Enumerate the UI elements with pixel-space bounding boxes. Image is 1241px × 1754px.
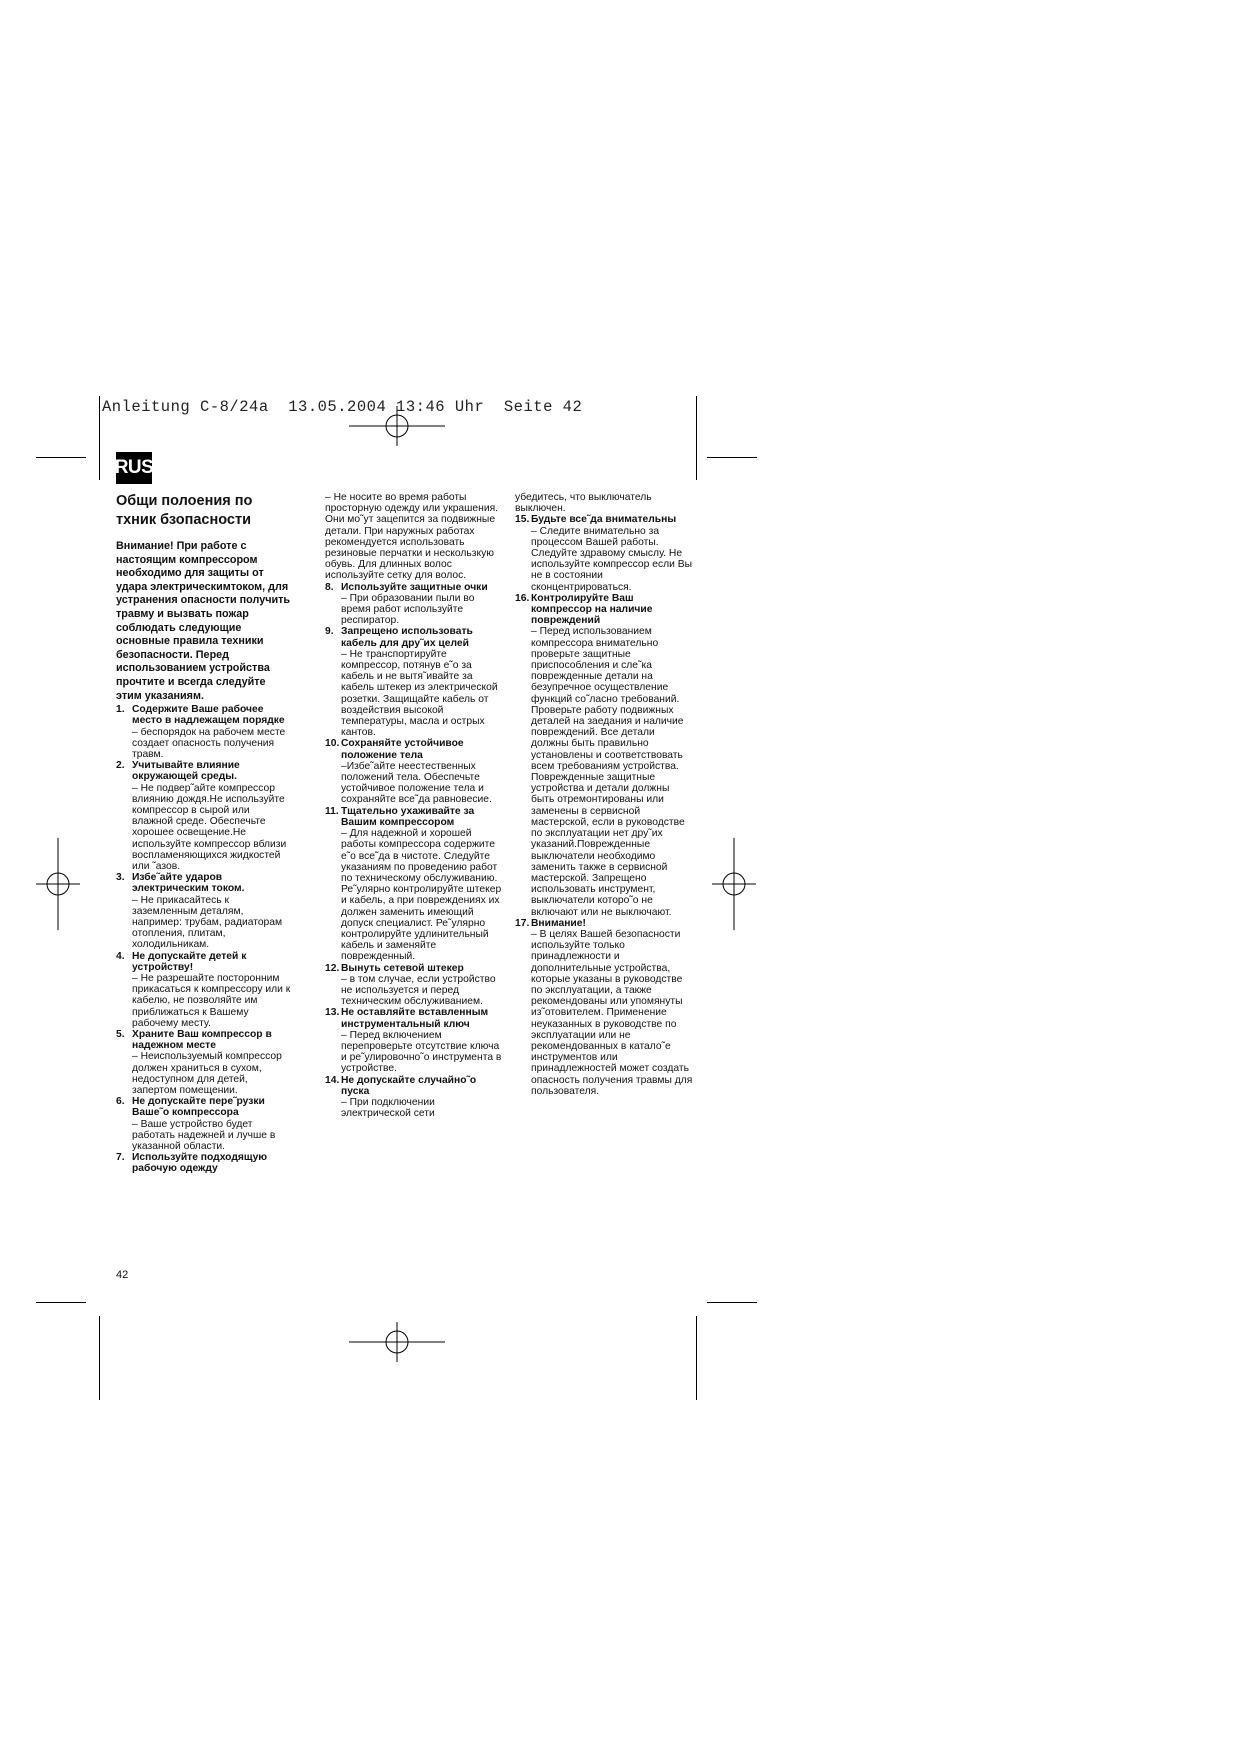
rule-heading: Используйте подходящую рабочую одежду [132,1152,268,1175]
rule-text: – в том случае, если устройство не используется и перед техническим обслуживанием. [341,973,496,1008]
rule-number: 7. [116,1152,125,1164]
rule-heading: Запрещено использовать кабель для дру˜их целей [341,626,473,649]
crop-mark [99,396,100,480]
rule-heading: Не допускайте пере˜рузки Ваше˜о компрессора [132,1096,265,1119]
rule-heading: Контролируйте Ваш компрессор на наличие повреждений [531,592,653,627]
crop-mark [707,1302,757,1303]
safety-rule-item [515,514,695,592]
safety-warning-intro: Внимание! При работе с настоящим компрессором необходимо для защиты от удара электрическимтоком, для устранения опасности получить травму и вызвать пожар соблюдать следующие основные правила техники безопасности. Перед использованием устройства прочтите и всегда следуйте этим указаниям. [116,540,291,702]
page-number: 42 [116,1269,129,1281]
rule-text: – Ваше устройство будет работать надежней и лучше в указанной области. [132,1118,276,1153]
crop-mark [696,1316,697,1400]
safety-rule-item [325,963,503,1008]
rule-text: – При образовании пыли во время работ используйте респиратор. [341,592,475,627]
registration-mark-icon [36,838,80,930]
safety-rule-list [116,704,291,1175]
rule-number: 2. [116,760,125,772]
rule-number: 14. [325,1074,340,1086]
rule-heading: Избе˜айте ударов электрическим током. [132,872,245,895]
crop-mark [36,457,86,458]
safety-rule-item [116,1152,291,1174]
language-badge: RUS [116,452,152,484]
rule-text: –Избе˜айте неестественных положений тела. Обеспечьте устойчивое положение тела и сохраняйте все˜да равновесие. [341,760,492,806]
rule-text: – В целях Вашей безопасности используйте только принадлежности и дополнительные устройства, которые указаны в руководстве по эксплуатации, а также рекомендованы или упомянуты из˜отовителем. Применение неуказанных в руководстве по эксплуатации или не рекомендованных в катало˜е инструментов или принадлежностей может создать опасность получения травмы для пользователя. [531,928,693,1097]
registration-mark-icon [712,838,756,930]
safety-rule-item [116,704,291,760]
safety-rule-item [325,626,503,738]
rule-number: 3. [116,872,125,884]
rule-heading: Содержите Ваше рабочее место в надлежащем порядке [132,704,285,727]
rule-number: 11. [325,805,339,817]
rule-heading: Не допускайте детей к устройству! [132,950,247,973]
rule-text: – Не транспортируйте компрессор, потянув е˜о за кабель и не вытя˜ивайте за кабель штекер из электрической розетки. Защищайте кабель от воздействия высокой температуры, масла и острых кантов. [341,648,498,739]
safety-rule-item [325,1007,503,1074]
rule-text: – Для надежной и хорошей работы компрессора содержите е˜о все˜да в чистоте. Следуйте указаниям по проведению работ по техническому обслуживанию. Ре˜улярно контролируйте штекер и кабель, а при повреждениях их должен заменить имеющий допуск специалист. Ре˜улярно контролируйте удлинительный кабель и заменяйте поврежденный. [341,828,502,963]
crop-mark [707,457,757,458]
safety-rule-item [325,738,503,805]
text-column-3 [515,492,695,1097]
rule-heading: Не допускайте случайно˜о пуска [341,1074,477,1097]
rule-text: – При подключении электрической сети [341,1096,435,1120]
rule-heading: Внимание! [531,917,586,929]
rule-heading: Храните Ваш компрессор в надежном месте [132,1029,272,1052]
rule-number: 13. [325,1007,340,1019]
safety-rule-item [116,1029,291,1096]
print-slug-header: Anleitung C-8/24a 13.05.2004 13:46 Uhr Seite 42 [102,398,583,416]
safety-rule-item [116,872,291,950]
rule-heading: Не оставляйте вставленным инструментальный ключ [341,1007,489,1030]
safety-rule-item [116,1096,291,1152]
rule-number: 12. [325,962,340,974]
rule-text: – Не разрешайте посторонним прикасаться к компрессору или к кабелю, не позволяйте им приближаться к Вашему рабочему месту. [132,973,291,1029]
safety-rule-list [325,582,503,1120]
continued-text: убедитесь, что выключатель выключен. [515,492,652,515]
rule-heading: Тщательно ухаживайте за Вашим компрессором [341,805,475,828]
rule-text: – Следите внимательно за процессом Вашей работы. Следуйте здравому смыслу. Не используйте компрессор если Вы не в состоянии сконцентрироваться. [531,525,692,593]
rule-heading: Будьте все˜да внимательны [531,514,677,526]
safety-rule-item [325,582,503,627]
rule-heading: Вынуть сетевой штекер [341,962,464,974]
rule-text: – Неиспользуемый компрессор должен храниться в сухом, недоступном для детей, запертом помещении. [132,1051,282,1097]
safety-rule-item [325,806,503,963]
safety-rule-item [116,951,291,1029]
rule-heading: Используйте защитные очки [341,581,488,593]
safety-rule-item [116,760,291,872]
rule-number: 6. [116,1096,125,1108]
safety-rule-item [515,918,695,1097]
rule-text: – Не прикасайтесь к заземленным деталям, например: трубам, радиаторам отопления, плитам, холодильникам. [132,894,283,951]
crop-mark [696,396,697,480]
rule-number: 8. [325,581,334,593]
safety-rule-item [515,593,695,918]
safety-rule-list [515,514,695,1097]
registration-mark-icon [349,1322,445,1362]
continued-text: – Не носите во время работы просторную одежду или украшения. Они мо˜ут зацепится за подвижные детали. При наружных работах рекомендуется использовать резиновые перчатки и нескользкую обувь. Для длинных волос используйте сетку для волос. [325,492,499,582]
rule-text: – Не подвер˜айте компрессор влиянию дождя.Не используйте компрессор в сырой или влажной среде. Обеспечьте хорошее освещение.Не используйте компрессор вблизи воспламеняющихся жидкостей или ˜азов. [132,782,287,872]
section-title: Общи полоения по тхник бзопасности [116,493,253,528]
text-column-1 [116,492,291,1175]
rule-number: 4. [116,950,125,962]
rule-text: – Перед включением перепроверьте отсутствие ключа и ре˜улировочно˜о инструмента в устройстве. [341,1029,502,1075]
rule-number: 17. [515,917,530,929]
crop-mark [36,1302,86,1303]
rule-number: 16. [515,592,530,604]
crop-mark [99,1316,100,1400]
rule-heading: Учитывайте влияние окружающей среды. [132,760,240,783]
rule-number: 1. [116,704,125,716]
safety-rule-item [325,1075,503,1120]
rule-heading: Сохраняйте устойчивое положение тела [341,738,464,761]
text-column-2 [325,492,503,1119]
rule-number: 5. [116,1029,125,1041]
rule-text: – Перед использованием компрессора внимательно проверьте защитные приспособления и сле˜ка поврежденные детали на безупречное осуществление функций со˜ласно требований. Проверьте работу подвижных деталей на заедания и наличие повреждений. Все детали должны быть правильно установлены и соответствовать всем требованиям устройства. Поврежденные защитные устройства и детали должны быть отремонтированы или заменены в сервисной мастерской, если в руководстве по эксплуатации нет дру˜их указаний.Поврежденные выключатели необходимо заменить также в сервисной мастерской. Запрещено использовать инструмент, выключатели которо˜о не включают или не выключают. [531,626,685,918]
rule-number: 15. [515,514,530,526]
rule-text: – беспорядок на рабочем месте создает опасность получения травм. [132,726,286,760]
rule-number: 9. [325,626,334,638]
rule-number: 10. [325,738,340,750]
